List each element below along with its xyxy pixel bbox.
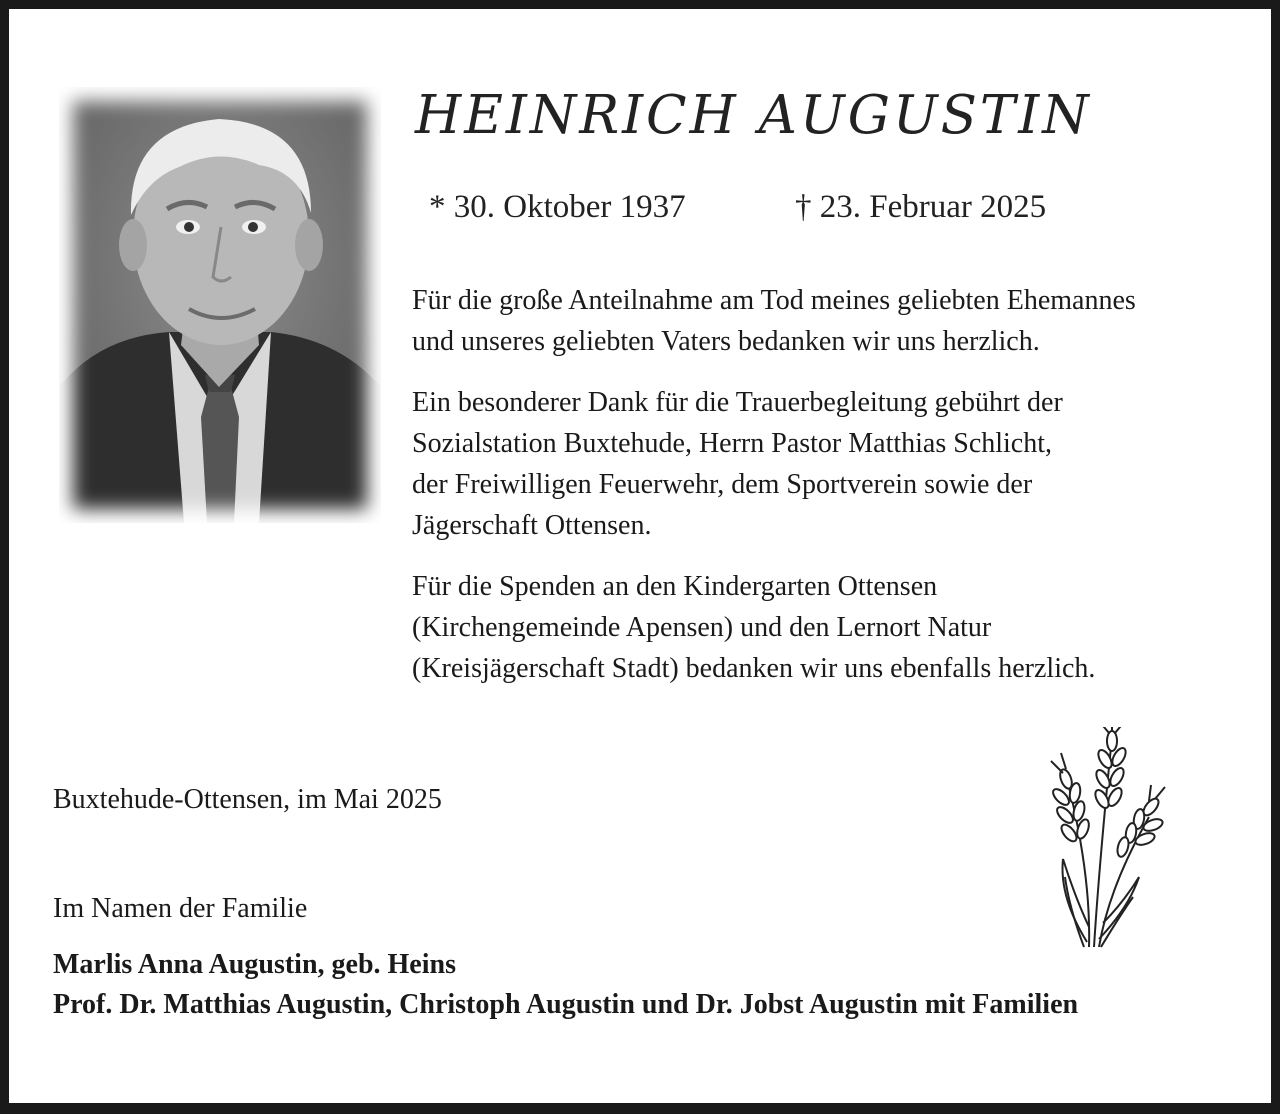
thanks-paragraph <box>412 280 1262 362</box>
portrait-photo <box>59 87 381 523</box>
special-thanks-paragraph <box>412 382 1262 546</box>
text-line: Für die Spenden an den Kindergarten Ottensen <box>412 571 938 602</box>
wheat-ears-icon <box>1039 727 1169 951</box>
text-line: (Kirchengemeinde Apensen) und den Lernort Natur <box>412 612 992 643</box>
text-line: und unseres geliebten Vaters bedanken wir uns herzlich. <box>412 326 1040 357</box>
place-and-date: Buxtehude-Ottensen, im Mai 2025 <box>53 784 442 815</box>
deceased-name: HEINRICH AUGUSTIN <box>415 85 1092 146</box>
family-name-line: Prof. Dr. Matthias Augustin, Christoph Augustin und Dr. Jobst Augustin mit Familien <box>53 989 1079 1020</box>
family-label: Im Namen der Familie <box>53 893 308 924</box>
birth-date: * 30. Oktober 1937 <box>429 189 686 225</box>
text-line: Jägerschaft Ottensen. <box>412 510 652 541</box>
family-name-line: Marlis Anna Augustin, geb. Heins <box>53 949 456 980</box>
text-line: Für die große Anteilnahme am Tod meines geliebten Ehemannes <box>412 285 1136 316</box>
family-names <box>53 945 1078 1025</box>
obituary-notice <box>9 9 1271 1103</box>
text-line: Sozialstation Buxtehude, Herrn Pastor Matthias Schlicht, <box>412 428 1053 459</box>
text-line: Ein besonderer Dank für die Trauerbegleitung gebührt der <box>412 387 1063 418</box>
donations-paragraph <box>412 566 1262 689</box>
death-date: † 23. Februar 2025 <box>795 189 1047 225</box>
text-line: der Freiwilligen Feuerwehr, dem Sportverein sowie der <box>412 469 1033 500</box>
text-line: (Kreisjägerschaft Stadt) bedanken wir uns ebenfalls herzlich. <box>412 653 1096 684</box>
